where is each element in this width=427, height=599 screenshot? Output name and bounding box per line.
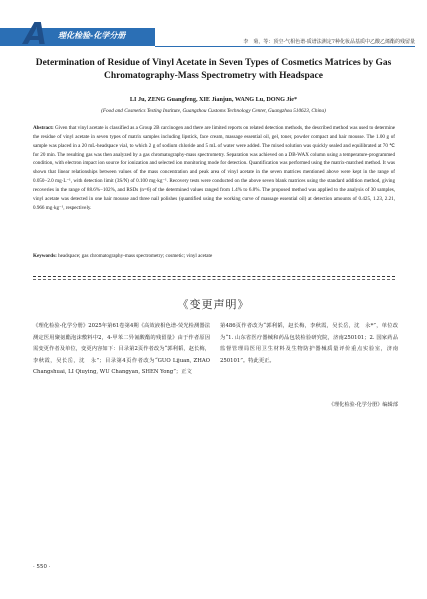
journal-logo-icon: A — [24, 17, 48, 52]
abstract-label: Abstract: — [33, 125, 54, 131]
keywords-text: headspace; gas chromatography-mass spectrometry; cosmetic; vinyl acetate — [58, 253, 213, 259]
page-number: · 550 · — [33, 564, 51, 570]
article-authors: LI Ju, ZENG Guangfeng, XIE Jianjun, WANG Lu, DONG Jie* — [129, 96, 298, 103]
notice-right-text: 第486页作者改为“郭利韬，赵长梅，李秋霞，吴长岳，沈 永*”，单位改为“1. 山东省医疗器械和药品包装检验研究院，济南250101；2. 国家药品监督管理局医用卫生材料及生物防护器械质量评价重点实验室，济南250101”。特此更正。 — [220, 323, 398, 364]
notice-left-text: 《理化检验-化学分册》2025年第61卷第4期《高效液相色谱-荧光检测器法测定医用聚氨酯泡沫敷料中2，4-甲苯二异氰酸酯的残留量》由于作者原因需变更作者及单位，变更内容如下：目录第2页作者改为“郭利韬，赵长梅，李秋霞，吴长岳，沈 永”；目录第4页作者改为“GUO Lijuan, ZHAO Changshuai, LI Qiuying, WU Changyan, SHEN Yong”；正文 — [33, 323, 210, 375]
notice-left-column — [33, 321, 210, 379]
section-divider-secondary — [33, 279, 395, 280]
header-rule — [155, 46, 415, 47]
abstract-text: Given that vinyl acetate is classified as a Group 2B carcinogen and there are limited reports on related detection methods, the described method was used to determine the residue of vinyl acetate in seven types of matrix samples including lipstick, face cream, massage essential oil, gel, toner, powder compact and hair mousse. The 1.00 g of sample was placed in a 20 mL-headspace vial, to which 2 g of sodium chloride and 5 mL of water were added. The mixed solution was quickly sealed and equilibrated at 70 ℃ for 20 min. The resulting gas was then analyzed by a gas chromatography-mass spectrometry. Separation was achieved on a DB-WAX column using a temperature-programmed condition, with electron impact ion source for ionization and selected ion monitoring mode for detection. Quantification was performed using the matrix-matched method. It was shown that linear relationships between values of the mass concentration and peak area of vinyl acetate in the seven matrices mentioned above were kept in the range of 0.050−2.0 mg·L⁻¹, with detection limit (3S/N) of 0.100 mg·kg⁻¹. Recovery tests were conducted on the above seven blank matrices using the standard addition method, giving recoveries in the range of 88.6%−102%, and RSDs (n=6) of the determined values ranged from 1.4% to 6.8%. The proposed method was applied to the analysis of 30 samples, vinyl acetate was detected in one hair mousse and three nail polishes (quantified using the working curve of massage essential oil) at detection amounts of 0.425, 1.23, 2.21, 0.966 mg·kg⁻¹, respectively. — [33, 125, 396, 211]
notice-right-column — [220, 321, 398, 367]
notice-title: 《变更声明》 — [177, 298, 250, 311]
article-title: Determination of Residue of Vinyl Acetate in Seven Types of Cosmetics Matrices by Gas Chromatography-Mass Spectrometry with Headspace — [35, 58, 392, 81]
keywords-label: Keywords: — [33, 253, 57, 259]
article-affiliation: (Food and Cosmetics Testing Institute, Guangzhou Customs Technology Center, Guangzhou 510623, China) — [101, 108, 326, 114]
abstract — [33, 124, 395, 212]
journal-name: 理化检验-化学分册 — [58, 31, 126, 40]
keywords — [33, 253, 395, 259]
section-divider — [33, 276, 395, 277]
running-head: 李 菊，等：顶空-气相色谱-质谱法测定7种化妆品基质中乙酸乙烯酯的残留量 — [243, 39, 415, 45]
notice-editor: 《理化检验-化学分册》编辑部 — [328, 402, 398, 408]
page-header — [0, 0, 427, 52]
